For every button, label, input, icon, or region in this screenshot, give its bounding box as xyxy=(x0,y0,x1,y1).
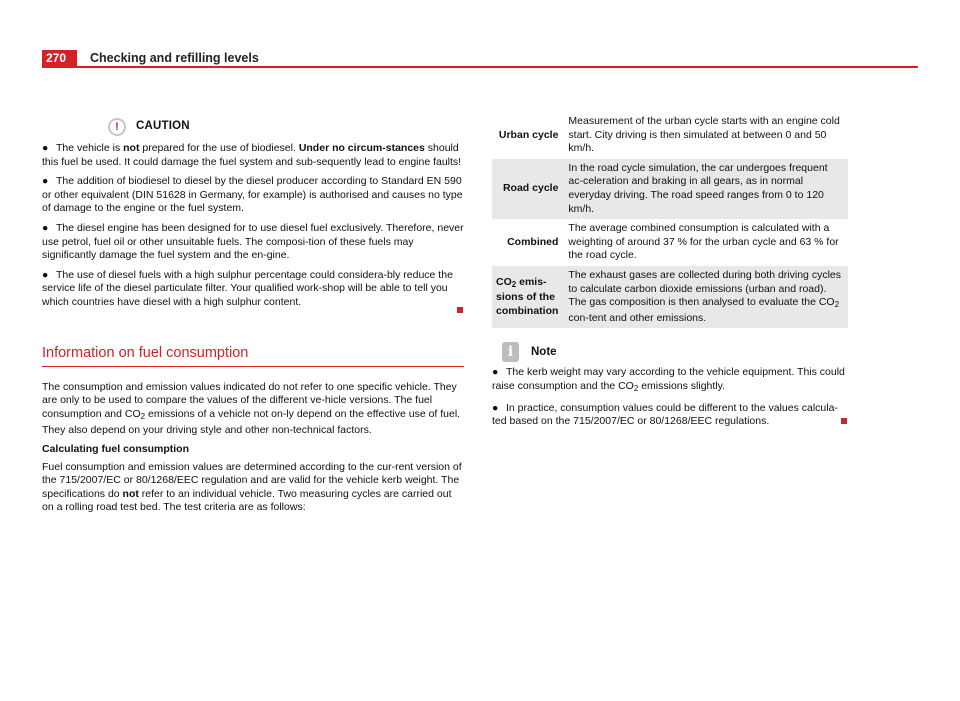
cycle-label: Combined xyxy=(507,235,559,248)
end-marker xyxy=(841,418,847,424)
note-bullet: ● The kerb weight may vary according to the vehicle equipment. This could raise consumption and the $CO_2$ emissions slightly. xyxy=(492,366,845,393)
header-rule xyxy=(42,66,918,68)
cycle-description: The average combined consumption is calculated with a weighting of around 37 % for the urban cycle and 63 % for the road cycle. xyxy=(568,222,839,262)
calc-paragraph: Fuel consumption and emission values are determined according to the cur-rent version of the 715/2007/EC or 80/1268/EEC regulation and are valid for the vehicle kerb weight. The specifications do not refer to an individual vehicle. Two measuring cycles are carried out on a rolling road test bed. The test criteria are as follows: xyxy=(42,460,462,514)
table-row xyxy=(492,112,848,159)
note-bullet: ● In practice, consumption values could be different to the values calcula-ted based on the 715/2007/EC or 80/1268/EEC regulations. xyxy=(492,401,838,428)
cycle-description: In the road cycle simulation, the car undergoes frequent ac-celeration and braking in all gears, as in normal everyday driving. The road speed ranges from 0 to 120 km/h. xyxy=(564,159,848,219)
table-row xyxy=(492,159,848,219)
cycle-description: The exhaust gases are collected during both driving cycles to calculate carbon dioxide emissions (urban and road). The gas composition is then analysed to evaluate the $CO_2$ con-tent and other emissions. xyxy=(564,266,848,328)
note-title: Note xyxy=(531,345,557,358)
caution-icon: ! xyxy=(108,118,126,136)
table-row xyxy=(492,219,848,266)
caution-heading xyxy=(108,116,464,138)
cycles-table xyxy=(492,112,848,328)
note-heading xyxy=(492,342,848,362)
caution-bullet: ● The vehicle is not prepared for the use of biodiesel. Under no circum-stances should this fuel be used. It could damage the fuel system and sub-sequently lead to engine faults! xyxy=(42,142,462,168)
section-title: Information on fuel consumption xyxy=(42,347,464,367)
caution-bullet: ● The use of diesel fuels with a high sulphur percentage could considera-bly reduce the service life of the diesel particulate filter. Your qualified work-shop will be able to tell you which countries have diesel with a high sulphur content. xyxy=(42,268,453,308)
page-number: 270 xyxy=(42,50,77,67)
left-column xyxy=(42,116,464,515)
header-title: Checking and refilling levels xyxy=(90,51,259,65)
end-marker xyxy=(457,307,463,313)
cycle-label: Road cycle xyxy=(492,159,564,219)
caution-bullet: ● The addition of biodiesel to diesel by the diesel producer according to Standard EN 590 or other equivalent (DIN 51628 in Germany, for example) is authorised and causes no type of damage to the engine or the fuel system. xyxy=(42,175,463,215)
calc-subheading: Calculating fuel consumption xyxy=(42,443,190,456)
caution-title: CAUTION xyxy=(136,120,190,133)
caution-bullet: ● The diesel engine has been designed for to use diesel fuel exclusively. Therefore, never use petrol, fuel oil or other unsuitable fuels. The composi-tion of these fuels may significantly damage the fuel system and the en-gine. xyxy=(42,221,464,262)
cycle-description: Measurement of the urban cycle starts with an engine cold start. City driving is then simulated at between 0 and 50 km/h. xyxy=(568,115,840,155)
table-row xyxy=(492,266,848,328)
right-column xyxy=(492,112,848,428)
cycle-label: Urban cycle xyxy=(498,128,559,141)
note-icon: i xyxy=(502,342,519,362)
intro-paragraph: The consumption and emission values indicated do not refer to one specific vehicle. They are only to be used to compare the values of the different ve-hicle versions. The fuel consumption and $CO_2$ emissions of a vehicle not on-ly depend on the effective use of fuel. They also depend on your driving style and other non-technical factors. xyxy=(42,380,461,436)
cycle-label: $CO_2$ emis-sions of the combination xyxy=(492,266,564,328)
